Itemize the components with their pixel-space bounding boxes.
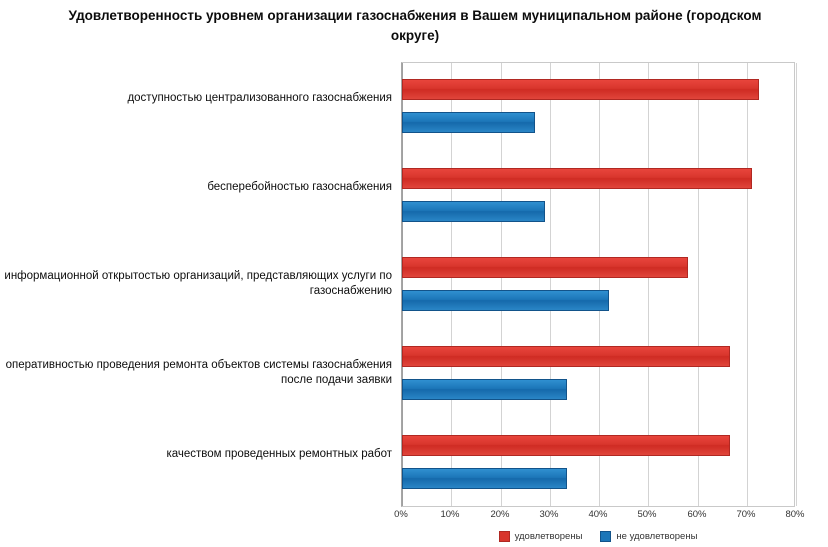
category-label: информационной открытостью организаций, представляющих услуги по газоснабжению	[4, 269, 392, 297]
x-tick-label: 10%	[440, 509, 460, 520]
x-tick-label: 60%	[687, 509, 707, 520]
bar-not-satisfied[interactable]	[402, 468, 567, 489]
gridline	[796, 63, 797, 506]
bar-not-satisfied[interactable]	[402, 112, 535, 133]
x-tick-label: 50%	[637, 509, 657, 520]
bar-not-satisfied[interactable]	[402, 379, 567, 400]
x-tick-label: 70%	[736, 509, 756, 520]
legend-swatch-icon	[600, 531, 611, 542]
legend-label: удовлетворены	[514, 530, 583, 542]
bar-group	[402, 63, 794, 152]
bar-not-satisfied[interactable]	[402, 290, 609, 311]
x-tick-label: 30%	[539, 509, 559, 520]
bar-satisfied[interactable]	[402, 346, 730, 367]
bar-group	[402, 419, 794, 508]
chart-legend	[401, 528, 795, 544]
bar-group	[402, 152, 794, 241]
x-axis-tick-labels	[394, 509, 805, 525]
bar-not-satisfied[interactable]	[402, 201, 545, 222]
bar-satisfied[interactable]	[402, 168, 752, 189]
bar-group	[402, 241, 794, 330]
bar-satisfied[interactable]	[402, 79, 759, 100]
plot-area	[401, 62, 795, 507]
category-label: оперативностью проведения ремонта объектов системы газоснабжения после подачи заявки	[5, 358, 392, 386]
legend-swatch-icon	[499, 531, 510, 542]
x-tick-label: 80%	[785, 509, 805, 520]
x-tick-label: 20%	[490, 509, 510, 520]
category-label: доступностью централизованного газоснабжения	[127, 91, 392, 104]
bar-satisfied[interactable]	[402, 257, 688, 278]
category-label: бесперебойностью газоснабжения	[207, 180, 392, 193]
bar-satisfied[interactable]	[402, 435, 730, 456]
x-tick-label: 40%	[588, 509, 608, 520]
legend-item[interactable]	[499, 531, 583, 542]
legend-label: не удовлетворены	[616, 530, 698, 542]
x-tick-label: 0%	[394, 509, 408, 520]
legend-item[interactable]	[600, 531, 697, 542]
chart-title: Удовлетворенность уровнем организации газоснабжения в Вашем муниципальном районе (городском округе)	[68, 8, 762, 43]
category-label: качеством проведенных ремонтных работ	[166, 447, 392, 460]
bar-group	[402, 330, 794, 419]
